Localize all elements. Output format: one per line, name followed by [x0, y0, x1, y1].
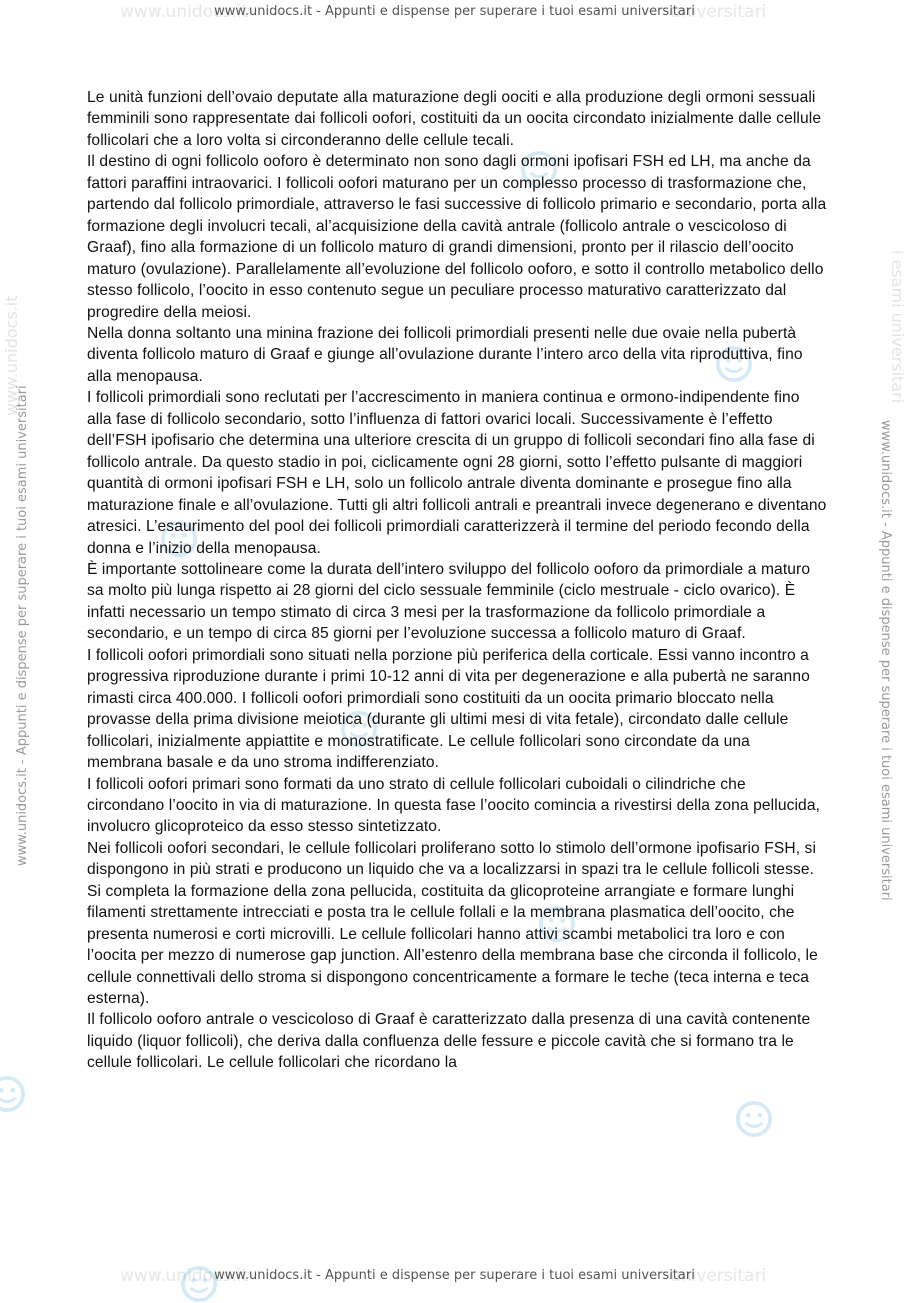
paragraph: Il destino di ogni follicolo ooforo è determinato non sono dagli ormoni ipofisari FSH ed LH, ma anche da fattori paraffini intraovarici. I follicoli oofori maturano per un complesso processo di trasformazione che, partendo dal follicolo primordiale, attraverso le fasi successive di follicolo primario e secondario, porta alla formazione degli involucri tecali, al’acquisizione della cavità antrale (follicolo antrale o vescicoloso di Graaf), fino alla formazione di un follicolo maturo di grandi dimensioni, pronto per il rilascio dell’oocito maturo (ovulazione). Parallelamente all’evoluzione del follicolo ooforo, e sotto il controllo metabolico dello stesso follicolo, l’oocito in esso contenuto segue un peculiare processo maturativo caratterizzato dal progredire della meiosi.: [87, 153, 827, 321]
watermark-header-banner: www.unidocs.it - Appunti e dispense per superare i tuoi esami universitari: [214, 4, 695, 19]
paragraph: Nei follicoli oofori secondari, le cellule follicolari proliferano sotto lo stimolo dell’ormone ipofisario FSH, si dispongono in più strati e producono un liquido che va a localizzarsi in spazi tra le cellule follicoli stesse. Si completa la formazione della zona pellucida, costituita da glicoproteine arrangiate e formare lunghi filamenti strettamente intrecciati e posta tra le cellule follali e la membrana plasmatica dell’oocito, che presenta numerosi e corti microvilli. Le cellule follicolari hanno attivi scambi metabolici tra loro e con l’oocita per mezzo di numerose gap junction. All’estenro della membrana base che circonda il follicolo, le cellule connettivali dello stroma si dispongono concentricamente a formare le teche (teca interna e teca esterna).: [87, 839, 818, 1008]
watermark-side-ghost-left: www.unidocs.it: [2, 295, 21, 416]
watermark-ghost-text: universitari: [670, 2, 767, 22]
watermark-ghost-text: www.unidocs.it: [120, 1266, 249, 1286]
paragraph: I follicoli primordiali sono reclutati per l’accrescimento in maniera continua e ormono-indipendente fino alla fase di follicolo secondario, sotto l’influenza di fattori ovarici locali. Successivamente è l’effetto dell’FSH ipofisario che determina una ulteriore crescita di un gruppo di follicoli secondari fino alla fase di follicolo antrale. Da questo stadio in poi, ciclicamente ogni 28 giorni, sotto l’effetto pulsante di maggiori quantità di ormoni ipofisari FSH e LH, solo un follicolo antrale diventa dominante e prosegue fino alla maturazione finale e all’ovulazione. Tutti gli altri follicoli antrali e preantrali invece degenerano e diventano atresici. L’esaurimento del pool dei follicoli primordiali caratterizzerà il termine del periodo fecondo della donna e l’inizio della menopausa.: [87, 389, 827, 557]
watermark-ghost-text: universitari: [670, 1266, 767, 1286]
watermark-footer-banner: www.unidocs.it - Appunti e dispense per superare i tuoi esami universitari: [214, 1268, 695, 1283]
paragraph: Il follicolo ooforo antrale o vescicoloso di Graaf è caratterizzato dalla presenza di una cavità contenente liquido (liquor follicoli), che deriva dalla confluenza delle fessure e piccole cavità che si formano tra le cellule follicolari. Le cellule follicolari che ricordano la: [87, 1011, 811, 1072]
paragraph: I follicoli oofori primordiali sono situati nella porzione più periferica della corticale. Essi vanno incontro a progressiva riproduzione durante i primi 10-12 anni di vita per degenerazione e alla pubertà ne saranno rimasti circa 400.000. I follicoli oofori primordiali sono costituiti da un oocita primario bloccato nella provasse della prima divisione meiotica (durante gli ultimi mesi di vita fetale), circondato dalle cellule follicolari, inizialmente appiattite e monostratificate. Le cellule follicolari sono circondate da una membrana basale e da uno stroma indifferenziato.: [87, 646, 810, 772]
document-body: [87, 87, 827, 1074]
paragraph: I follicoli oofori primari sono formati da uno strato di cellule follicolari cuboidali o cilindriche che circondano l’oocito in via di maturazione. In questa fase l’oocito comincia a rivestirsi della zona pellucida, involucro glicoproteico da esso stesso sintetizzato.: [87, 775, 821, 836]
watermark-side-left: www.unidocs.it - Appunti e dispense per superare i tuoi esami universitari: [15, 385, 30, 866]
watermark-side-right: www.unidocs.it - Appunti e dispense per superare i tuoi esami universitari: [878, 420, 893, 901]
paragraph: Nella donna soltanto una minina frazione dei follicoli primordiali presenti nelle due ovaie nella pubertà diventa follicolo maturo di Graaf e giunge all’ovulazione durante l’intero arco della vita riproduttiva, fino alla menopausa.: [87, 324, 803, 385]
paragraph: È importante sottolineare come la durata dell’intero sviluppo del follicolo ooforo da primordiale a maturo sa molto più lunga rispetto ai 28 giorni del ciclo sessuale femminile (ciclo mestruale - ciclo ovarico). È infatti necessario un tempo stimato di circa 3 mesi per la trasformazione da follicolo primordiale a secondario, e un tempo di circa 85 giorni per l’evoluzione successa a follicolo maturo di Graaf.: [87, 560, 811, 643]
unidocs-logo-icon: [180, 1265, 218, 1303]
watermark-side-ghost-right: i esami universitari: [888, 250, 907, 404]
unidocs-logo-icon: [0, 1075, 26, 1113]
paragraph: Le unità funzioni dell’ovaio deputate alla maturazione degli oociti e alla produzione degli ormoni sessuali femminili sono rappresentate dai follicoli oofori, costituiti da un oocita circondato inizialmente dalle cellule follicolari che a loro volta si circonderanno delle cellule tecali.: [87, 89, 822, 149]
unidocs-logo-icon: [735, 1100, 773, 1138]
watermark-ghost-text: www.unidocs.it: [120, 2, 249, 22]
